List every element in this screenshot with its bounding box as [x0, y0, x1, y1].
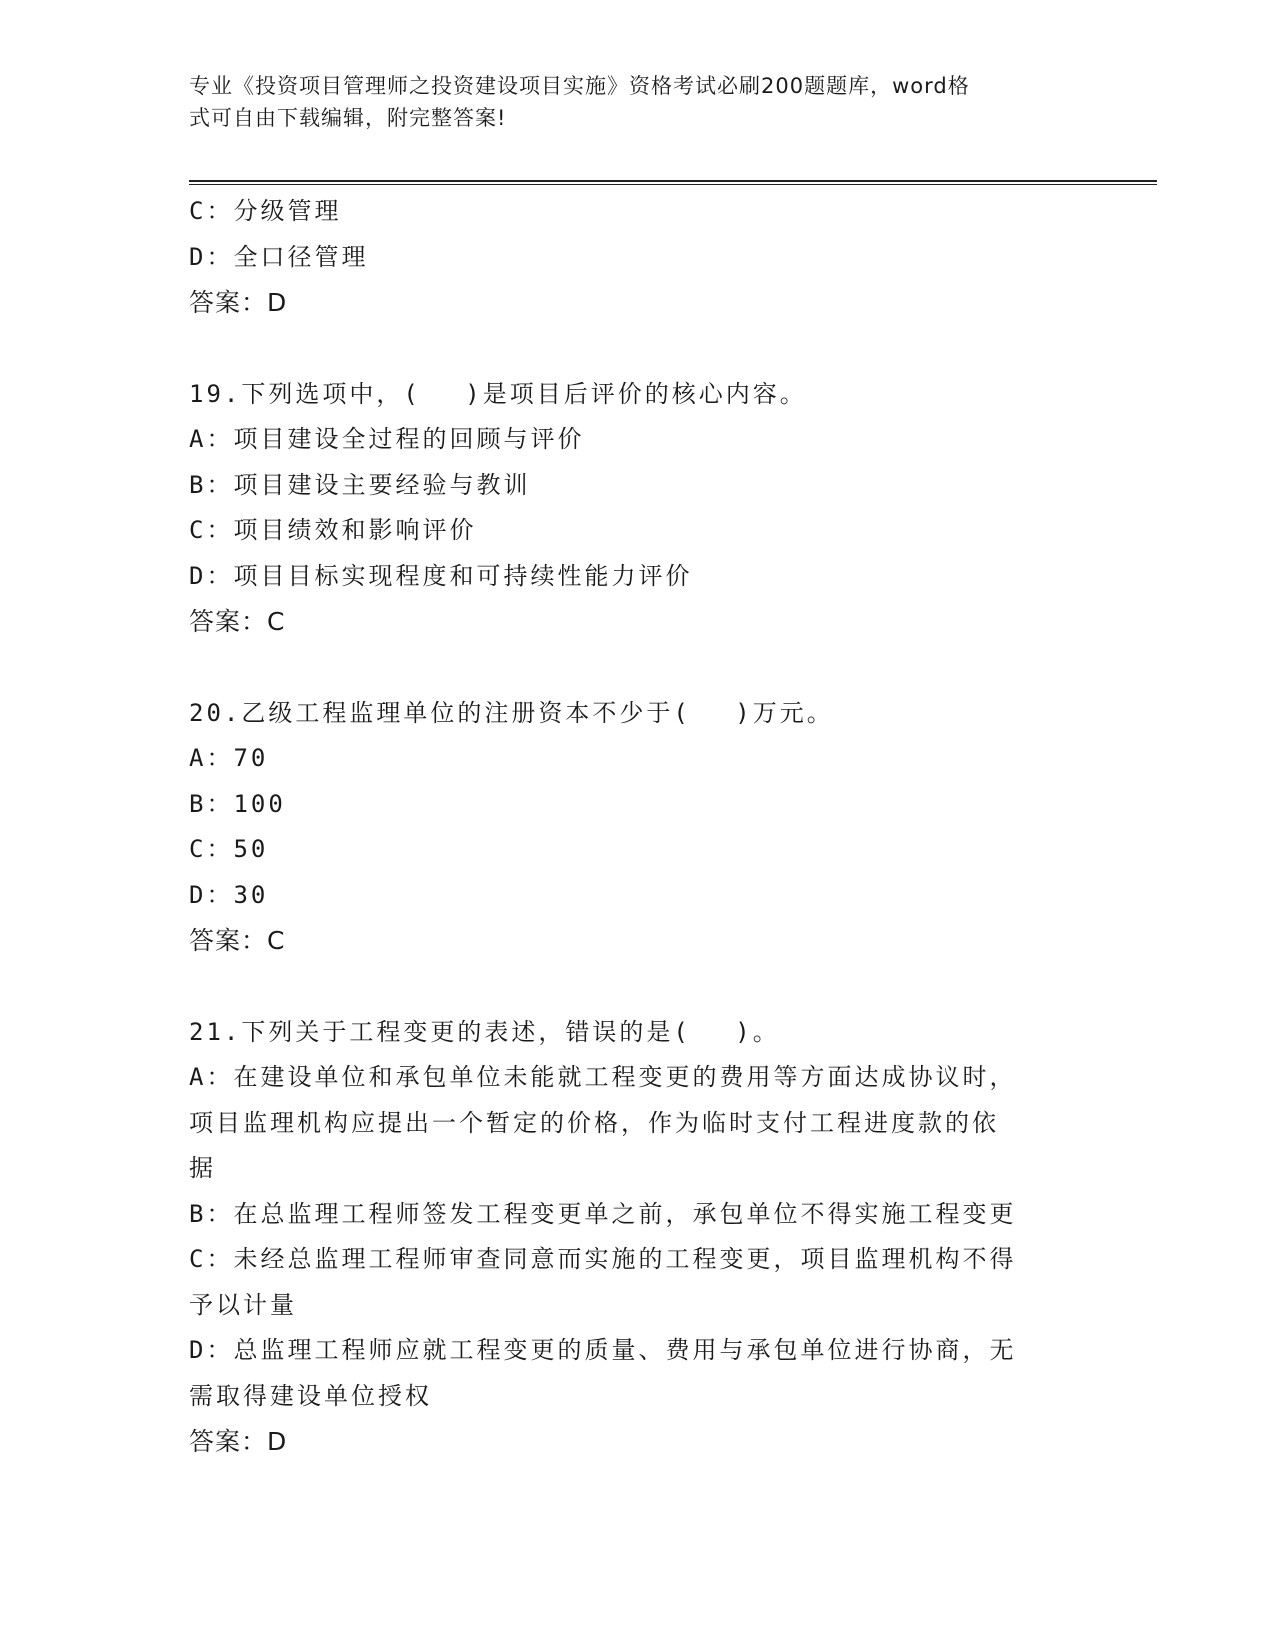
option-d: D：项目目标实现程度和可持续性能力评价 [189, 561, 693, 590]
answer: 答案：D [189, 288, 288, 317]
answer: 答案：D [189, 1427, 288, 1456]
option-d-line-2: 需取得建设单位授权 [189, 1381, 432, 1410]
option-a: A：项目建设全过程的回顾与评价 [189, 425, 585, 453]
document-header [189, 70, 1069, 134]
option-a-line-3: 据 [189, 1154, 216, 1182]
header-divider-thin [189, 184, 1157, 185]
option-a: A：70 [189, 744, 269, 772]
option-c: C：项目绩效和影响评价 [189, 516, 477, 544]
question-text: 19.下列选项中，( )是项目后评价的核心内容。 [189, 379, 807, 408]
answer: 答案：C [189, 607, 286, 636]
spacer [189, 326, 1089, 372]
option-c: C：50 [189, 835, 269, 863]
header-line-2: 式可自由下载编辑，附完整答案! [189, 106, 507, 130]
question-text: 21.下列关于工程变更的表述，错误的是( )。 [189, 1017, 780, 1046]
question-19 [189, 372, 1089, 645]
option-b: B：在总监理工程师签发工程变更单之前，承包单位不得实施工程变更 [189, 1199, 1017, 1228]
header-line-1: 专业《投资项目管理师之投资建设项目实施》资格考试必刷200题题库，word格 [189, 74, 970, 98]
question-21 [189, 1010, 1089, 1465]
spacer [189, 645, 1089, 691]
answer: 答案：C [189, 926, 286, 955]
option-a-line-1: A：在建设单位和承包单位未能就工程变更的费用等方面达成协议时， [189, 1063, 1017, 1091]
option-c: C：分级管理 [189, 197, 342, 225]
question-20 [189, 691, 1089, 964]
previous-question-tail [189, 189, 1089, 326]
question-content [189, 189, 1089, 1465]
option-b: B：100 [189, 789, 286, 818]
question-text: 20.乙级工程监理单位的注册资本不少于( )万元。 [189, 698, 834, 727]
option-d: D：全口径管理 [189, 242, 369, 271]
option-c-line-2: 予以计量 [189, 1290, 297, 1319]
option-c-line-1: C：未经总监理工程师审查同意而实施的工程变更，项目监理机构不得 [189, 1245, 1017, 1273]
spacer [189, 964, 1089, 1010]
option-d: D：30 [189, 880, 269, 909]
header-divider-thick [189, 180, 1157, 182]
option-a-line-2: 项目监理机构应提出一个暂定的价格，作为临时支付工程进度款的依 [189, 1108, 999, 1137]
option-b: B：项目建设主要经验与教训 [189, 470, 531, 499]
option-d-line-1: D：总监理工程师应就工程变更的质量、费用与承包单位进行协商，无 [189, 1336, 1017, 1364]
